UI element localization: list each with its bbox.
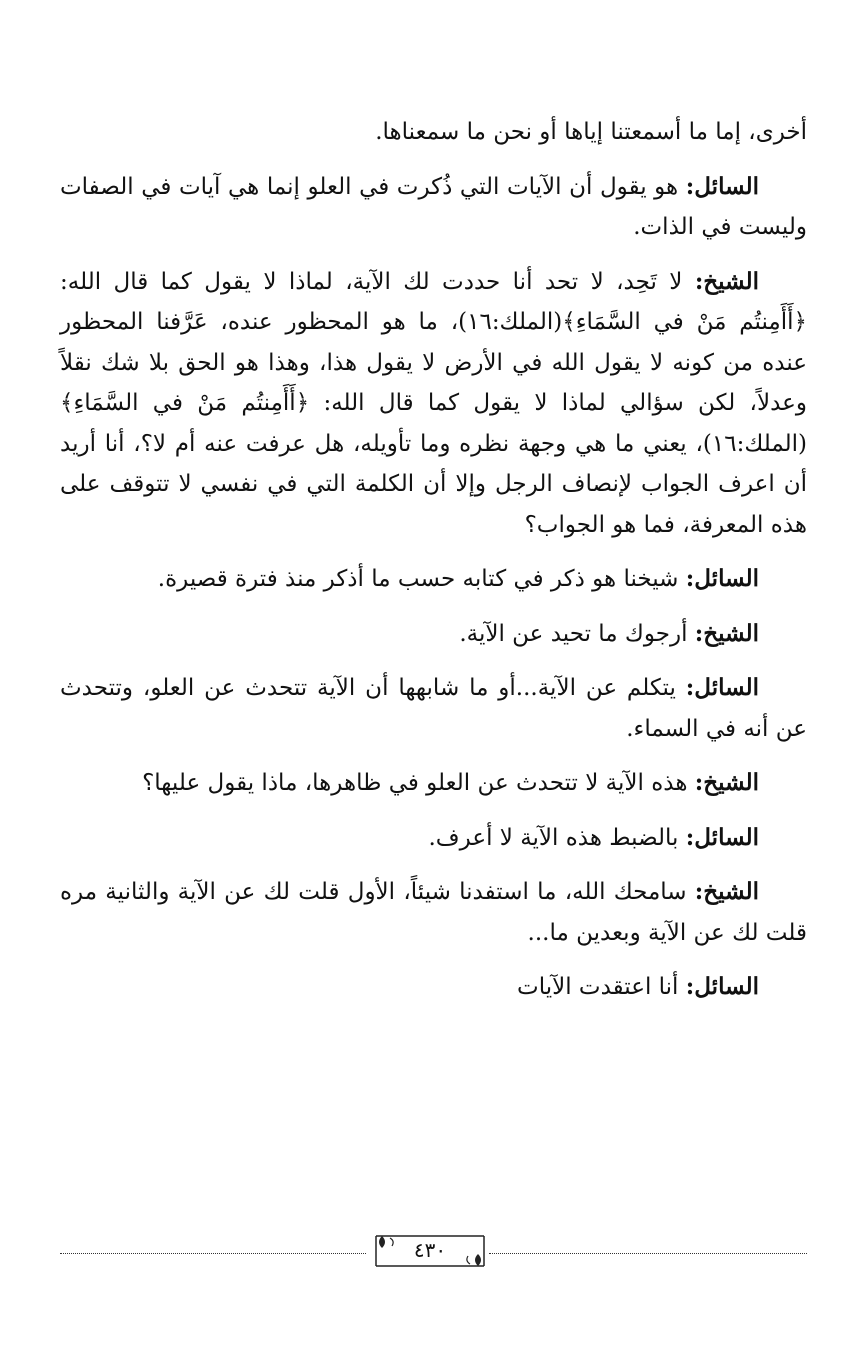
paragraph-text: أخرى، إما ما أسمعتنا إياها أو نحن ما سمعناها. bbox=[375, 119, 807, 145]
paragraph-2 bbox=[60, 167, 807, 248]
speaker-label: السائل: bbox=[685, 973, 759, 1000]
speaker-label: الشيخ: bbox=[694, 619, 759, 647]
speaker-label: السائل: bbox=[685, 674, 760, 701]
paragraph-text: أرجوك ما تحيد عن الآية. bbox=[459, 620, 688, 647]
paragraph-text: أنا اعتقدت الآيات bbox=[517, 974, 679, 1000]
speaker-label: السائل: bbox=[685, 172, 759, 200]
page-number: ٤٣٠ bbox=[413, 1238, 447, 1262]
paragraph-text: هذه الآية لا تتحدث عن العلو في ظاهرها، ماذا يقول عليها؟ bbox=[142, 770, 688, 796]
footer-divider-right bbox=[489, 1253, 807, 1254]
paragraph-text: لا تَحِد، لا تحد أنا حددت لك الآية، لماذا لا يقول كما قال الله: ﴿أَأَمِنتُم مَنْ في السَّمَاءِ﴾(الملك:١٦)، ما هو المحظور عنده، عَرَّفنا المحظور عنده من كونه لا يقول الله في الأرض لا يقول هذا، وهذا هو الحق بلا شك نقلاً وعدلاً، لكن سؤالي لماذا لا يقول كما قال الله: ﴿أَأَمِنتُم مَنْ في السَّمَاءِ﴾(الملك:١٦)، يعني ما هي وجهة نظره وما تأويله، هل عرفت عنه أم لا؟، أنا أريد أن اعرف الجواب لإنصاف الرجل وإلا أن الكلمة التي في نفسي لا تتوقف على هذه المعرفة، فما هو الجواب؟ bbox=[60, 268, 807, 538]
paragraph-9 bbox=[60, 872, 807, 953]
speaker-label: الشيخ: bbox=[694, 878, 759, 905]
page-body bbox=[60, 112, 807, 1022]
paragraph-text: شيخنا هو ذكر في كتابه حسب ما أذكر منذ فترة قصيرة. bbox=[157, 566, 679, 592]
speaker-label: السائل: bbox=[685, 565, 759, 592]
page-footer bbox=[60, 1232, 807, 1272]
paragraph-1 bbox=[60, 112, 807, 153]
paragraph-10 bbox=[60, 967, 807, 1008]
speaker-label: الشيخ: bbox=[694, 267, 760, 295]
paragraph-text: سامحك الله، ما استفدنا شيئاً، الأول قلت لك عن الآية والثانية مره قلت لك عن الآية وبعدين ما... bbox=[60, 879, 807, 946]
paragraph-5 bbox=[60, 614, 807, 655]
speaker-label: الشيخ: bbox=[694, 769, 759, 796]
paragraph-8 bbox=[60, 818, 807, 859]
paragraph-text: يتكلم عن الآية...أو ما شابهها أن الآية تتحدث عن العلو، وتتحدث عن أنه في السماء. bbox=[60, 675, 807, 742]
page-number-frame bbox=[372, 1232, 488, 1270]
paragraph-text: هو يقول أن الآيات التي ذُكرت في العلو إنما هي آيات في الصفات وليست في الذات. bbox=[60, 173, 807, 240]
paragraph-4 bbox=[60, 559, 807, 600]
paragraph-7 bbox=[60, 763, 807, 804]
paragraph-text: بالضبط هذه الآية لا أعرف. bbox=[428, 824, 679, 851]
footer-divider-left bbox=[60, 1253, 366, 1254]
speaker-label: السائل: bbox=[685, 823, 759, 851]
paragraph-3 bbox=[60, 262, 807, 546]
paragraph-6 bbox=[60, 668, 807, 749]
